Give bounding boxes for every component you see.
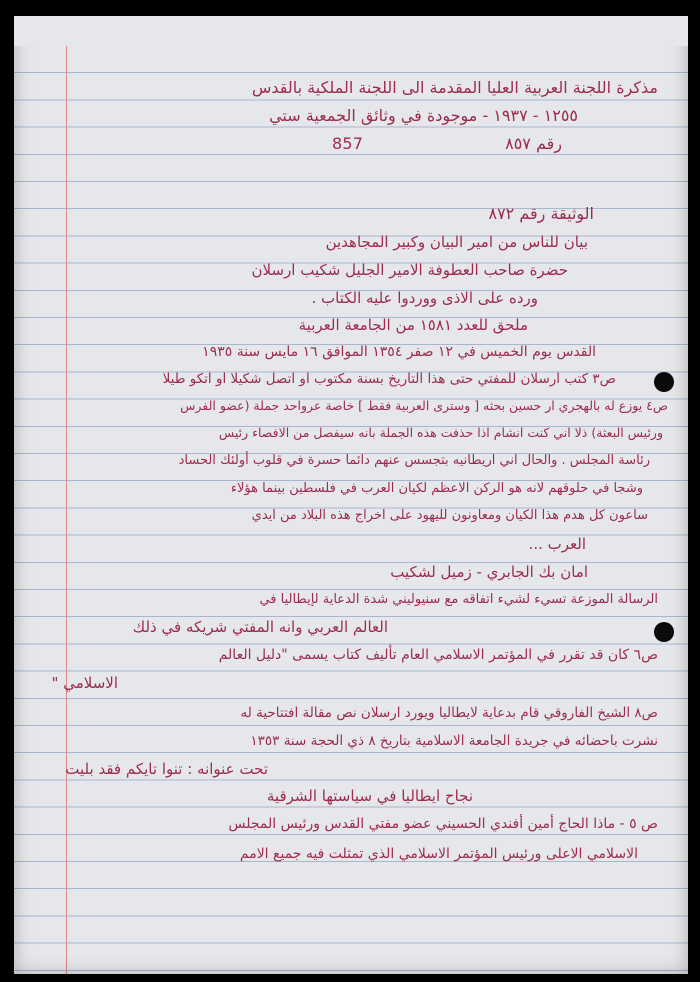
line-9: رئاسة المجلس . والحال اني اريطانيه بتجسس عنهم دائما حسرة في قلوب أولئك الحساد bbox=[178, 453, 650, 468]
line-7: ص٤ يوزع له بالهجري ار حسين بحثه [ وسترى العربية فقط ] خاصة عرواحد جملة (عضو الفرس bbox=[180, 398, 668, 413]
line-6: ص٣ كتب ارسلان للمفتي حتى هذا التاريخ بسنة مكتوب او اتصل شكيلا او اتكو طيلا bbox=[162, 371, 616, 387]
line-19: نشرت باحضائه في جريدة الجامعة الاسلامية بتاريخ ٨ ذي الحجة سنة ١٣٥٣ bbox=[250, 733, 658, 749]
line-5: القدس يوم الخميس في ١٢ صفر ١٣٥٤ الموافق ١٦ مايس سنة ١٩٣٥ bbox=[202, 344, 596, 360]
line-22: ص ٥ - ماذا الحاج أمين أفندي الحسيني عضو مفتي القدس ورئيس المجلس bbox=[228, 816, 658, 832]
lined-paper-page bbox=[14, 16, 688, 974]
line-13: امان بك الجابري - زميل لشكيب bbox=[390, 563, 588, 581]
handwritten-text bbox=[14, 16, 688, 974]
line-23: الاسلامي الاعلى ورئيس المؤتمر الاسلامي الذي تمثلت فيه جميع الامم bbox=[239, 846, 638, 862]
line-1: بيان للناس من امير البيان وكبير المجاهدين bbox=[325, 233, 588, 251]
line-2: حضرة صاحب العطوفة الامير الجليل شكيب ارسلان bbox=[251, 261, 568, 279]
line-15: العالم العربي وانه المفتي شريكه في ذلك bbox=[132, 618, 388, 636]
line-20: تحت عنوانه : تنوا تايكم فقد بليت bbox=[65, 760, 268, 778]
line-17: الاسلامي " bbox=[51, 674, 118, 692]
line-14: الرسالة الموزعة تسيء لشيء اتفاقه مع سنيوليني شدة الدعاية لإيطاليا في bbox=[259, 592, 658, 607]
line-8: ورئيس البعثة) ذلا اني كنت انشام اذا حذفت هذه الجملة بانه سيفصل من الافصاء رئيس bbox=[218, 425, 663, 440]
line-18: ص٨ الشيخ الفاروقي قام بدعاية لايطاليا ويورد ارسلان نص مقالة افتتاحية له bbox=[240, 705, 658, 721]
document-title: الوثيقة رقم ٨٧٢ bbox=[488, 204, 594, 223]
line-11: ساعون كل هدم هذا الكيان ومعاونون لليهود على اخراج هذه البلاد من ايدي bbox=[251, 508, 648, 523]
header-line-2: ١٢٥٥ - ١٩٣٧ - موجودة في وثائق الجمعية ستي bbox=[269, 106, 578, 125]
line-10: وشجا في حلوقهم لانه هو الركن الاعظم لكيان العرب في فلسطين بينما هؤلاء bbox=[230, 481, 643, 496]
header-line-3: رقم ٨٥٧ bbox=[505, 134, 562, 153]
line-3: ورده على الاذى ووردوا عليه الكتاب . bbox=[311, 289, 538, 307]
line-12: العرب ... bbox=[528, 535, 586, 553]
line-21: نجاح ايطاليا في سياستها الشرقية bbox=[266, 787, 473, 805]
line-4: ملحق للعدد ١٥٨١ من الجامعة العربية bbox=[298, 316, 528, 334]
header-line-1: مذكرة اللجنة العربية العليا المقدمة الى اللجنة الملكية بالقدس bbox=[251, 78, 658, 97]
line-16: ص٦ كان قد تقرر في المؤتمر الاسلامي العام تأليف كتاب يسمى "دليل العالم bbox=[218, 647, 658, 663]
header-number-latin: 857 bbox=[332, 134, 364, 153]
